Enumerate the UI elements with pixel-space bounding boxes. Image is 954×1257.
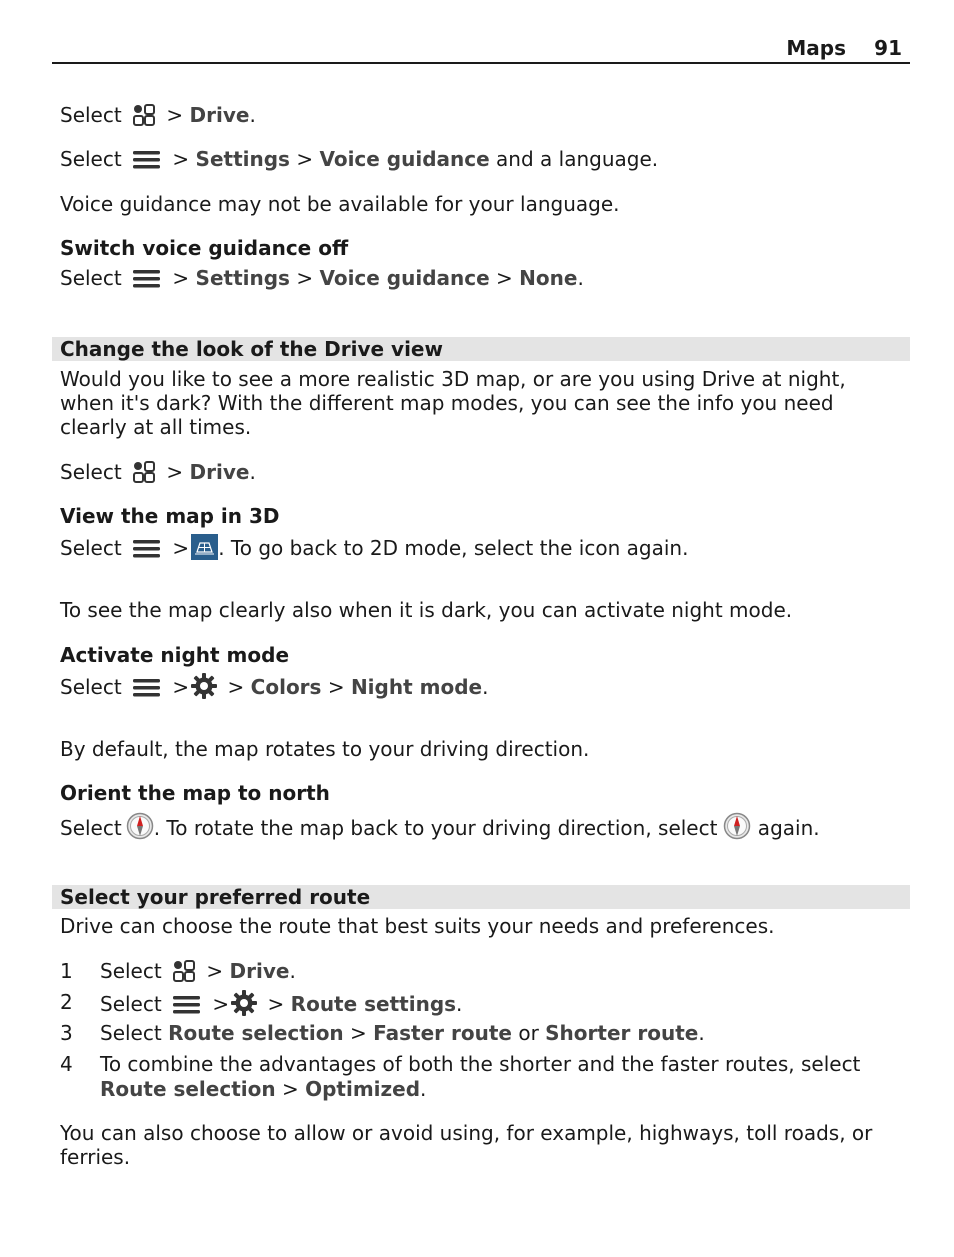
- section-title-route: Select your preferred route: [60, 885, 371, 909]
- voice-guidance-label: Voice guidance: [319, 266, 490, 290]
- section-band-drive-view: [52, 337, 910, 361]
- settings-gear-icon: [191, 673, 217, 699]
- arrow: >: [296, 266, 314, 290]
- step-1: [100, 959, 296, 983]
- select-text: Select: [60, 103, 122, 127]
- rotate-note: By default, the map rotates to your driving direction.: [60, 737, 590, 761]
- period: .: [289, 959, 296, 983]
- step-number: 4: [60, 1052, 73, 1076]
- period: .: [456, 992, 463, 1016]
- activate-night-mode-heading: Activate night mode: [60, 643, 290, 667]
- arrow: >: [172, 147, 190, 171]
- faster-route-label: Faster route: [373, 1021, 512, 1045]
- arrow: >: [496, 266, 513, 290]
- 3d-instruction-text: . To go back to 2D mode, select the icon again.: [218, 536, 689, 560]
- arrow: >: [350, 1021, 367, 1045]
- arrow: >: [172, 266, 190, 290]
- menu-icon: [132, 677, 162, 699]
- voice-availability-note: Voice guidance may not be available for your language.: [60, 192, 620, 216]
- arrow: >: [267, 992, 285, 1016]
- and-language-text: and a language.: [489, 147, 659, 171]
- section-name: Maps: [786, 36, 846, 60]
- period: .: [249, 460, 256, 484]
- dark-mode-note: To see the map clearly also when it is dark, you can activate night mode.: [60, 598, 793, 622]
- period: .: [577, 266, 584, 290]
- menu-icon: [132, 268, 162, 290]
- select-text: Select: [60, 536, 122, 560]
- instruction-select-drive: [60, 103, 256, 127]
- route-selection-label: Route selection: [100, 1077, 276, 1101]
- period: .: [698, 1021, 705, 1045]
- arrow: >: [166, 103, 184, 127]
- step-2: [100, 990, 462, 1016]
- drive-label: Drive: [189, 460, 250, 484]
- drive-label: Drive: [189, 103, 250, 127]
- none-label: None: [519, 266, 578, 290]
- instruction-orient-north: [60, 812, 820, 840]
- arrow: >: [296, 147, 314, 171]
- select-text: Select: [100, 1021, 162, 1045]
- arrow: >: [212, 992, 230, 1016]
- route-settings-label: Route settings: [290, 992, 457, 1016]
- arrow: >: [281, 1077, 299, 1101]
- settings-label: Settings: [195, 147, 290, 171]
- drive-view-intro: Would you like to see a more realistic 3D map, or are you using Drive at night, when it's dark? With the different map modes, you can see the info you need clearly at all times.: [60, 367, 846, 439]
- apps-icon: [132, 460, 156, 484]
- arrow: >: [172, 675, 190, 699]
- switch-voice-off-heading: Switch voice guidance off: [60, 236, 349, 260]
- instruction-voice-language: [60, 147, 658, 171]
- step-4-continued: [100, 1077, 426, 1101]
- arrow: >: [206, 959, 224, 983]
- menu-icon: [132, 149, 162, 171]
- select-text: Select: [100, 992, 162, 1016]
- arrow: >: [227, 675, 245, 699]
- north-instruction-text: . To rotate the map back to your driving direction, select: [153, 816, 718, 840]
- page-header: [52, 34, 910, 64]
- step-3: [100, 1021, 705, 1045]
- night-mode-label: Night mode: [350, 675, 483, 699]
- period: .: [249, 103, 256, 127]
- optimized-label: Optimized: [305, 1077, 421, 1101]
- arrow: >: [172, 536, 190, 560]
- drive-label: Drive: [229, 959, 290, 983]
- select-text: Select: [100, 959, 162, 983]
- menu-icon: [132, 538, 162, 560]
- colors-label: Colors: [250, 675, 322, 699]
- select-text: Select: [60, 675, 122, 699]
- settings-label: Settings: [195, 266, 290, 290]
- step-4: To combine the advantages of both the shorter and the faster routes, select: [100, 1052, 861, 1076]
- view-3d-heading: View the map in 3D: [60, 504, 280, 528]
- orient-north-heading: Orient the map to north: [60, 781, 330, 805]
- voice-guidance-label: Voice guidance: [319, 147, 490, 171]
- arrow: >: [166, 460, 184, 484]
- menu-icon: [172, 994, 202, 1016]
- select-text: Select: [60, 147, 122, 171]
- section-band-route: [52, 885, 910, 909]
- period: .: [482, 675, 489, 699]
- again-text: again.: [751, 816, 820, 840]
- route-selection-label: Route selection: [168, 1021, 344, 1045]
- 3d-map-icon: [191, 534, 218, 560]
- select-text: Select: [60, 266, 122, 290]
- route-intro: Drive can choose the route that best suits your needs and preferences.: [60, 914, 775, 938]
- period: .: [420, 1077, 427, 1101]
- step-number: 2: [60, 990, 73, 1014]
- instruction-night-mode: [60, 673, 488, 699]
- apps-icon: [132, 103, 156, 127]
- section-title-drive-view: Change the look of the Drive view: [60, 337, 443, 361]
- shorter-route-label: Shorter route: [545, 1021, 699, 1045]
- step-number: 1: [60, 959, 73, 983]
- arrow: >: [327, 675, 345, 699]
- compass-icon: [126, 812, 154, 840]
- select-text: Select: [60, 816, 122, 840]
- settings-gear-icon: [231, 990, 257, 1016]
- compass-icon: [723, 812, 751, 840]
- instruction-voice-none: [60, 266, 584, 290]
- select-text: Select: [60, 460, 122, 484]
- instruction-select-drive-2: [60, 460, 256, 484]
- apps-icon: [172, 959, 196, 983]
- or-text: or: [511, 1021, 546, 1045]
- route-footer-note: You can also choose to allow or avoid using, for example, highways, toll roads, or ferries.: [60, 1121, 873, 1169]
- step-number: 3: [60, 1021, 73, 1045]
- page-number: 91: [874, 36, 902, 60]
- instruction-3d: [60, 534, 688, 560]
